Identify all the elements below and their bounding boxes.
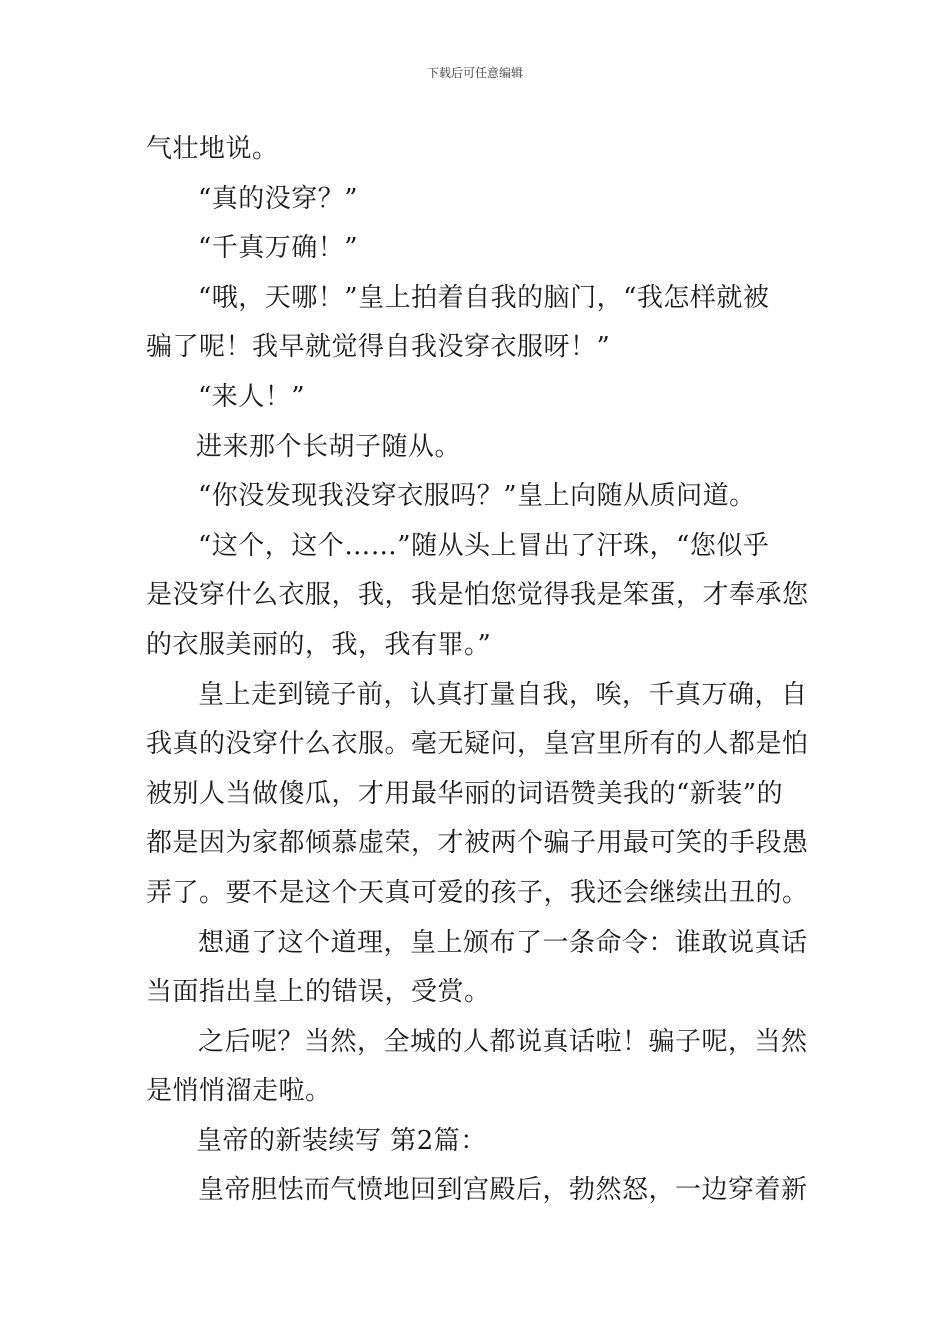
text-line: “来人！”: [198, 381, 306, 412]
text-line: 骗了呢！我早就觉得自我没穿衣服呀！”: [146, 332, 611, 363]
text-line: “这个，这个……”随从头上冒出了汗珠，“您似乎: [198, 530, 770, 561]
document-body: [146, 125, 811, 1216]
section-heading: 皇帝的新装续写 第2篇：: [196, 1125, 487, 1156]
text-line: 当面指出皇上的错误，受赏。: [146, 977, 491, 1008]
text-line: 是悄悄溜走啦。: [146, 1076, 332, 1107]
text-line: 进来那个长胡子随从。: [196, 431, 462, 462]
text-line: “你没发现我没穿衣服吗？”皇上向随从质问道。: [198, 481, 756, 512]
text-line: “哦，天哪！”皇上拍着自我的脑门，“我怎样就被: [198, 282, 770, 313]
text-line: 之后呢？当然，全城的人都说真话啦！骗子呢，当然: [198, 1026, 808, 1057]
text-line: 弄了。要不是这个天真可爱的孩子，我还会继续出丑的。: [146, 877, 809, 908]
text-line: 气壮地说。: [146, 134, 279, 164]
page-header: 下载后可任意编辑: [426, 66, 523, 80]
text-line: 皇上走到镜子前，认真打量自我，唉，千真万确，自: [198, 679, 808, 710]
text-line: 都是因为家都倾慕虚荣，才被两个骗子用最可笑的手段愚: [146, 828, 809, 859]
text-line: 想通了这个道理，皇上颁布了一条命令：谁敢说真话: [198, 927, 808, 958]
text-line: “真的没穿？”: [198, 183, 359, 214]
text-line: 的衣服美丽的，我，我有罪。”: [146, 629, 492, 660]
text-line: 我真的没穿什么衣服。毫无疑问，皇宫里所有的人都是怕: [146, 729, 809, 760]
text-line: 是没穿什么衣服，我，我是怕您觉得我是笨蛋，才奉承您: [146, 580, 809, 611]
text-line: 皇帝胆怯而气愤地回到宫殿后，勃然怒，一边穿着新: [198, 1175, 808, 1206]
text-line: “千真万确！”: [198, 233, 359, 264]
text-line: 被别人当做傻瓜，才用最华丽的词语赞美我的“新装”的: [146, 778, 784, 809]
